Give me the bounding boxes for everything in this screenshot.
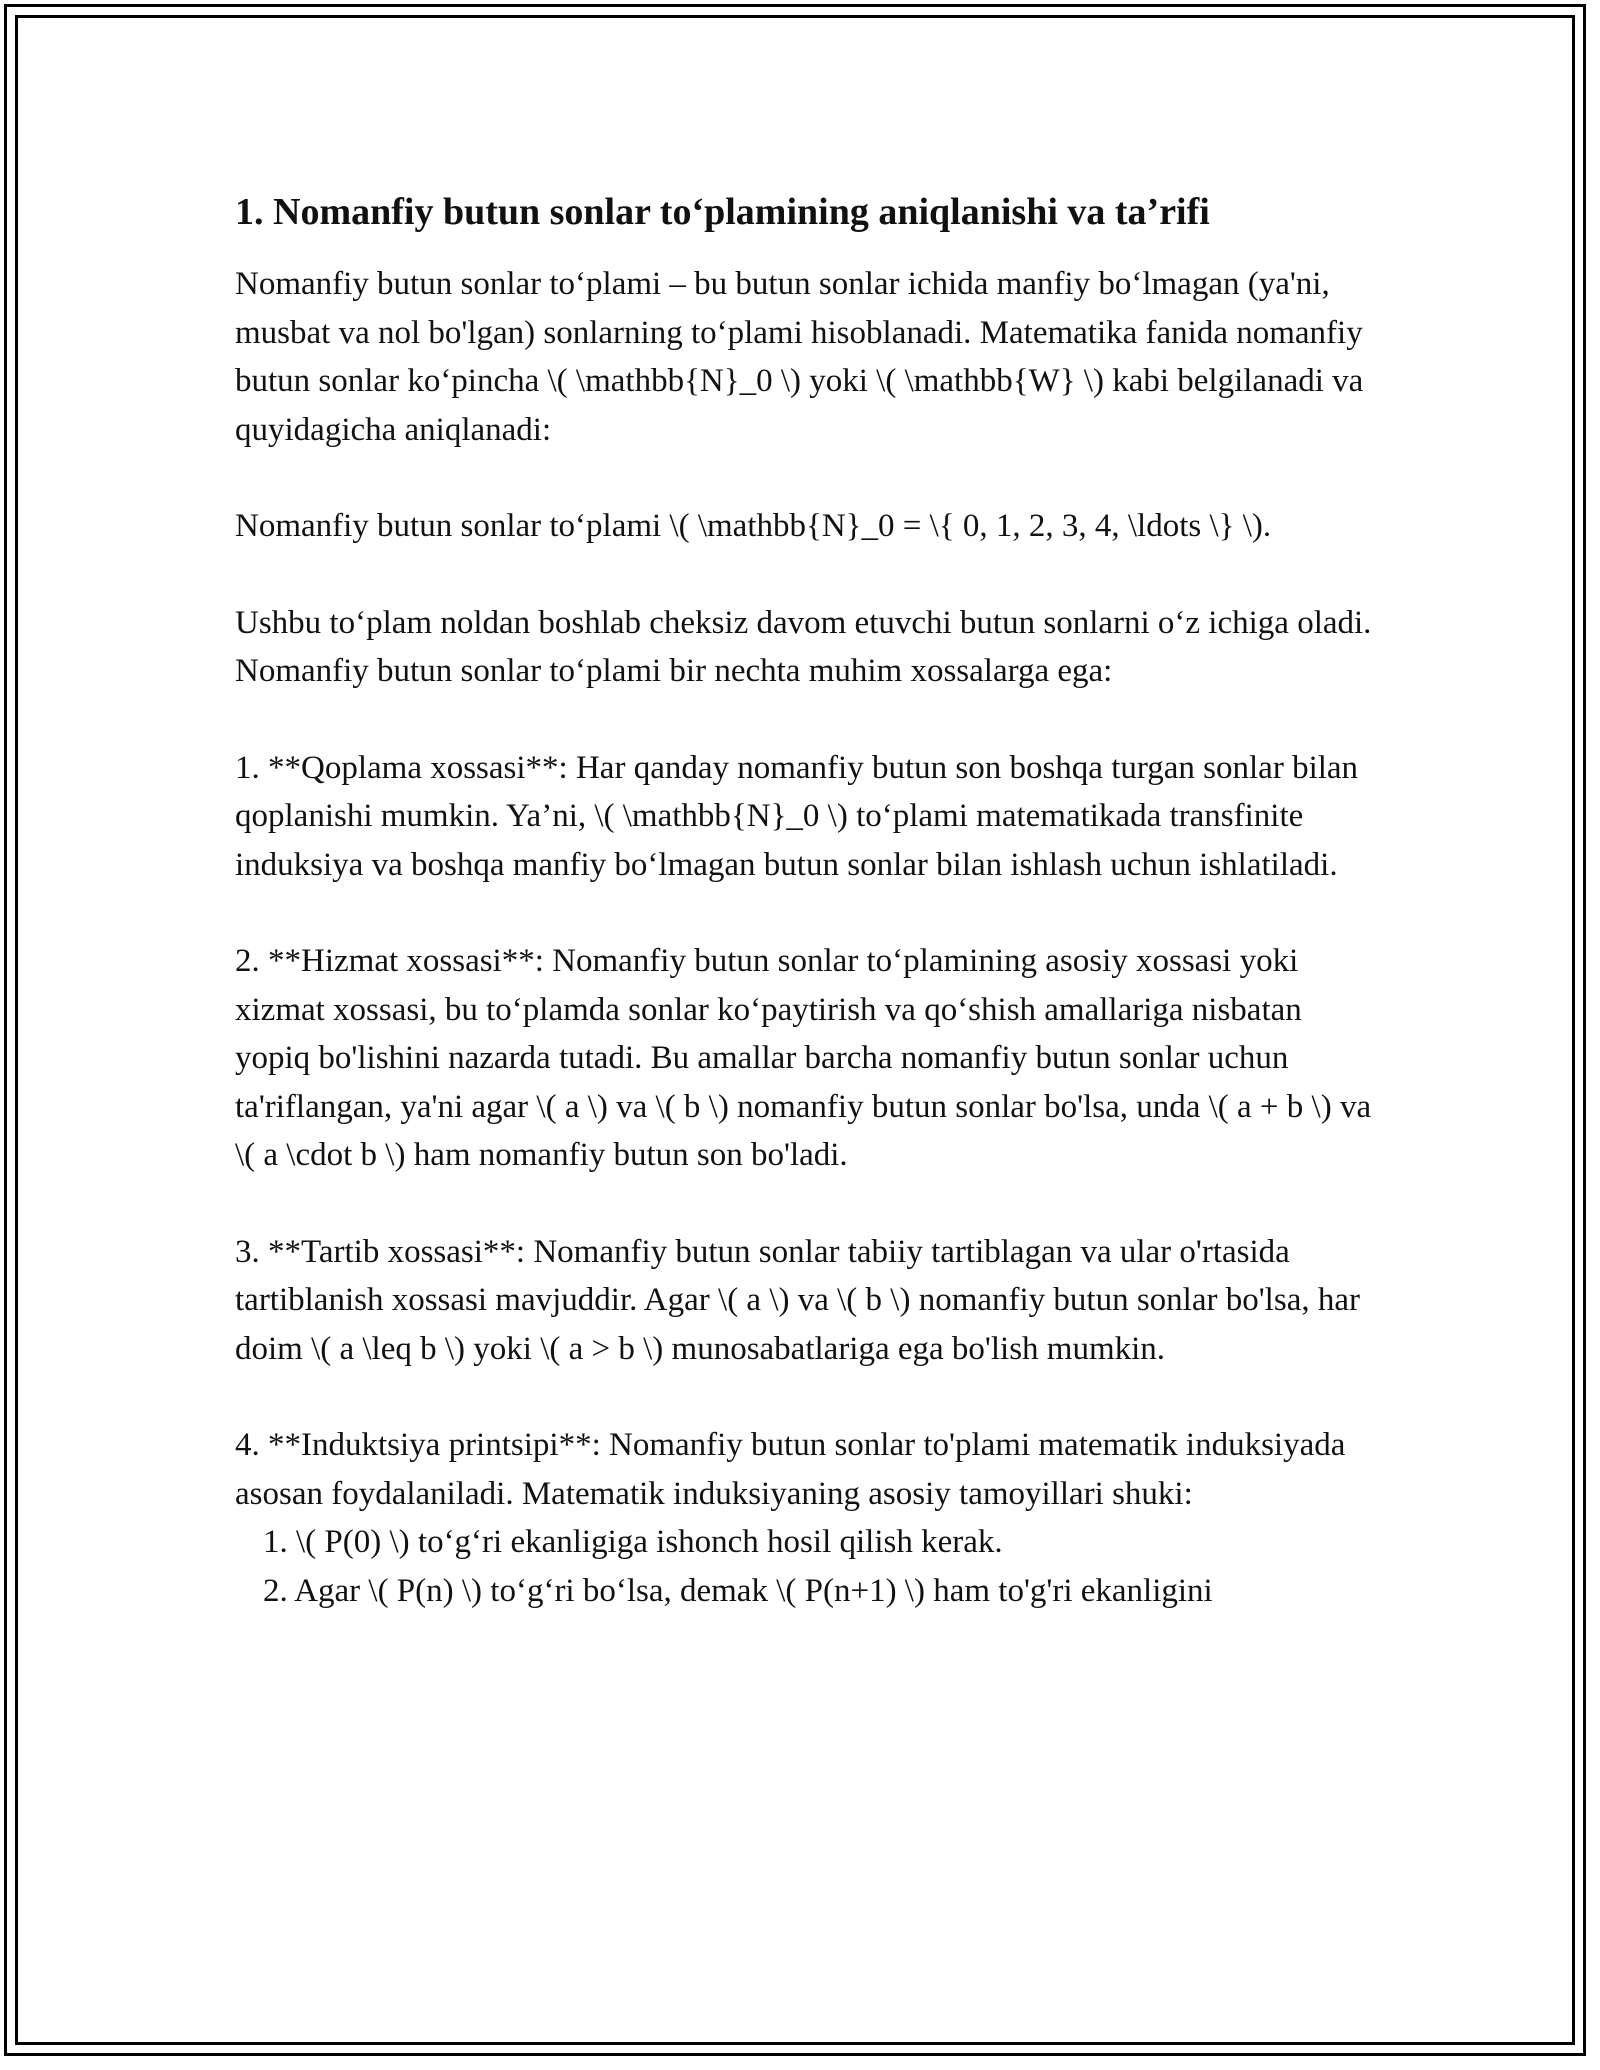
paragraph-property-1: 1. **Qoplama xossasi**: Har qanday nomanfiy butun son boshqa turgan sonlar bilan qoplanishi mumkin. Ya’ni, \( \mathbb{N}_0 \) to‘plami matematikada transfinite induksiya va boshqa manfiy bo‘lmagan butun sonlar bilan ishlash uchun ishlatiladi. (235, 749, 1359, 883)
paragraph-definition: Nomanfiy butun sonlar to‘plami – bu butun sonlar ichida manfiy bo‘lmagan (ya'ni, musbat va nol bo'lgan) sonlarning to‘plami hisoblanadi. Matematika fanida nomanfiy butun sonlar ko‘pincha \( \mathbb{N}_0 \) yoki \( \mathbb{W} \) kabi belgilanadi va quyidagicha aniqlanadi: (235, 266, 1364, 448)
induction-step-1: 1. \( P(0) \) to‘g‘ri ekanligiga ishonch hosil qilish kerak. (263, 1524, 1003, 1560)
paragraph-properties-intro: Ushbu to‘plam noldan boshlab cheksiz davom etuvchi butun sonlarni o‘z ichiga oladi. Nomanfiy butun sonlar to‘plami bir nechta muhim xossalarga ega: (235, 604, 1372, 689)
section-title: 1. Nomanfiy butun sonlar to‘plamining aniqlanishi va ta’rifi (235, 191, 1210, 233)
paragraph-property-3: 3. **Tartib xossasi**: Nomanfiy butun sonlar tabiiy tartiblagan va ular o'rtasida tartiblanish xossasi mavjuddir. Agar \( a \) va \( b \) nomanfiy butun sonlar bo'lsa, har doim \( a \leq b \) yoki \( a > b \) munosabatlariga ega bo'lish mumkin. (235, 1233, 1360, 1367)
document-body (235, 186, 1375, 1615)
paragraph-property-4: 4. **Induktsiya printsipi**: Nomanfiy butun sonlar to'plami matematik induksiyada asosan foydalaniladi. Matematik induksiyaning asosiy tamoyillari shuki: (235, 1427, 1346, 1512)
induction-step-2: 2. Agar \( P(n) \) to‘g‘ri bo‘lsa, demak \( P(n+1) \) ham to'g'ri ekanligini (263, 1572, 1213, 1609)
paragraph-set-notation: Nomanfiy butun sonlar to‘plami \( \mathbb{N}_0 = \{ 0, 1, 2, 3, 4, \ldots \} \). (235, 508, 1272, 544)
paragraph-property-2: 2. **Hizmat xossasi**: Nomanfiy butun sonlar to‘plamining asosiy xossasi yoki xizmat xossasi, bu to‘plamda sonlar ko‘paytirish va qo‘shish amallariga nisbatan yopiq bo'lishini nazarda tutadi. Bu amallar barcha nomanfiy butun sonlar uchun ta'riflangan, ya'ni agar \( a \) va \( b \) nomanfiy butun sonlar bo'lsa, unda \( a + b \) va \( a \cdot b \) ham nomanfiy butun son bo'ladi. (235, 943, 1372, 1173)
